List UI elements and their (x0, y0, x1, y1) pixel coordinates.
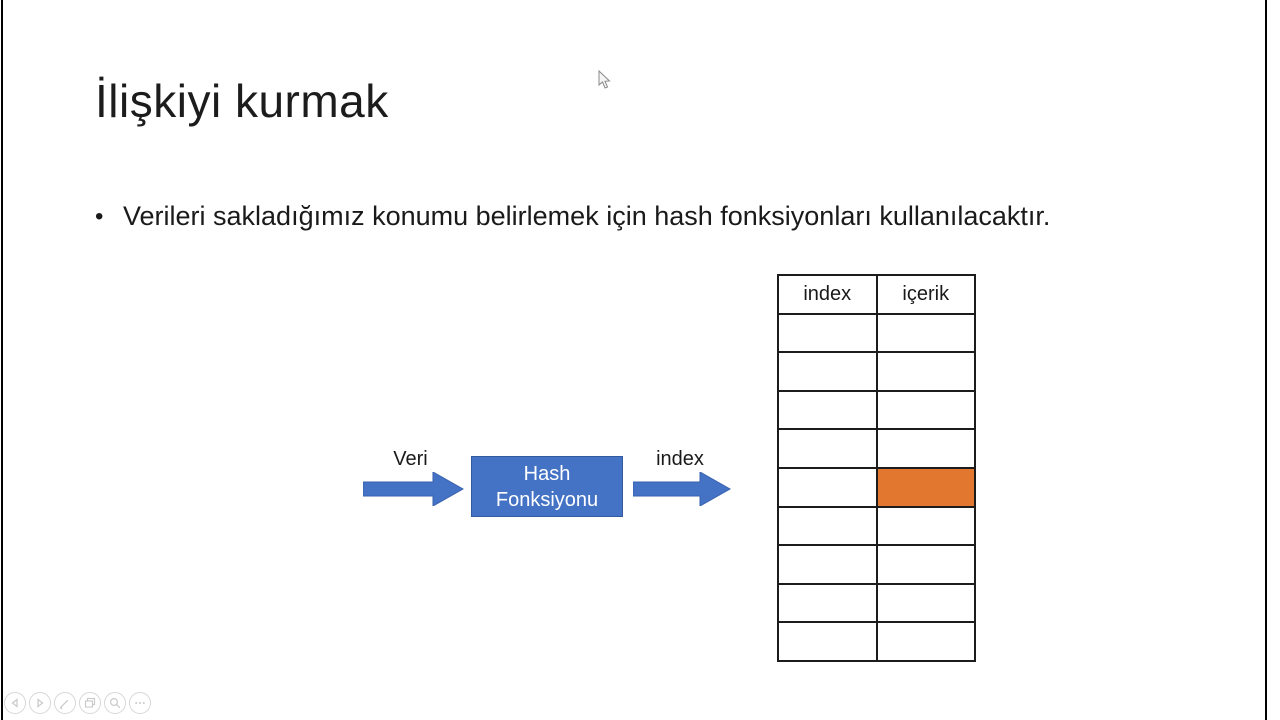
table-cell (779, 469, 876, 506)
pen-icon (57, 695, 73, 711)
table-cell (878, 585, 975, 622)
table-cell (779, 392, 876, 429)
more-options-button[interactable] (129, 692, 151, 714)
diagram-output-label: index (656, 448, 704, 470)
next-slide-button[interactable] (29, 692, 51, 714)
table-cell (779, 353, 876, 390)
input-arrow-icon (363, 472, 464, 506)
table-cell (779, 315, 876, 352)
slides-icon (82, 695, 98, 711)
right-triangle-icon (32, 695, 48, 711)
ellipsis-icon (132, 695, 148, 711)
table-cell (878, 353, 975, 390)
left-edge-line (1, 0, 3, 720)
table-cell (878, 623, 975, 660)
presenter-toolbar (4, 692, 151, 714)
table-cell (779, 585, 876, 622)
table-cell (878, 392, 975, 429)
table-cell (779, 508, 876, 545)
table-cell (779, 546, 876, 583)
hash-table (777, 274, 976, 662)
bullet-text: Verileri sakladığımız konumu belirlemek için hash fonksiyonları kullanılacaktır. (123, 201, 1051, 231)
bullet-item (95, 198, 1080, 235)
table-highlighted-cell (878, 469, 975, 506)
table-header-cell: içerik (878, 276, 975, 313)
see-all-slides-button[interactable] (79, 692, 101, 714)
table-cell (779, 430, 876, 467)
output-arrow-icon (633, 472, 731, 506)
pen-tools-button[interactable] (54, 692, 76, 714)
hash-box-line2: Fonksiyonu (495, 488, 599, 511)
mouse-cursor-icon (598, 70, 612, 90)
hash-function-box (471, 456, 623, 517)
hash-box-line1: Hash (523, 462, 571, 485)
diagram-input-label: Veri (393, 448, 428, 470)
zoom-slide-button[interactable] (104, 692, 126, 714)
table-cell (878, 546, 975, 583)
table-cell (878, 315, 975, 352)
left-triangle-icon (7, 695, 23, 711)
magnifier-icon (107, 695, 123, 711)
right-edge-line (1265, 0, 1267, 720)
table-cell (878, 430, 975, 467)
table-cell (878, 508, 975, 545)
table-cell (779, 623, 876, 660)
previous-slide-button[interactable] (4, 692, 26, 714)
slide-title: İlişkiyi kurmak (95, 75, 389, 127)
bullet-marker: • (95, 203, 104, 230)
table-header-cell: index (779, 276, 876, 313)
